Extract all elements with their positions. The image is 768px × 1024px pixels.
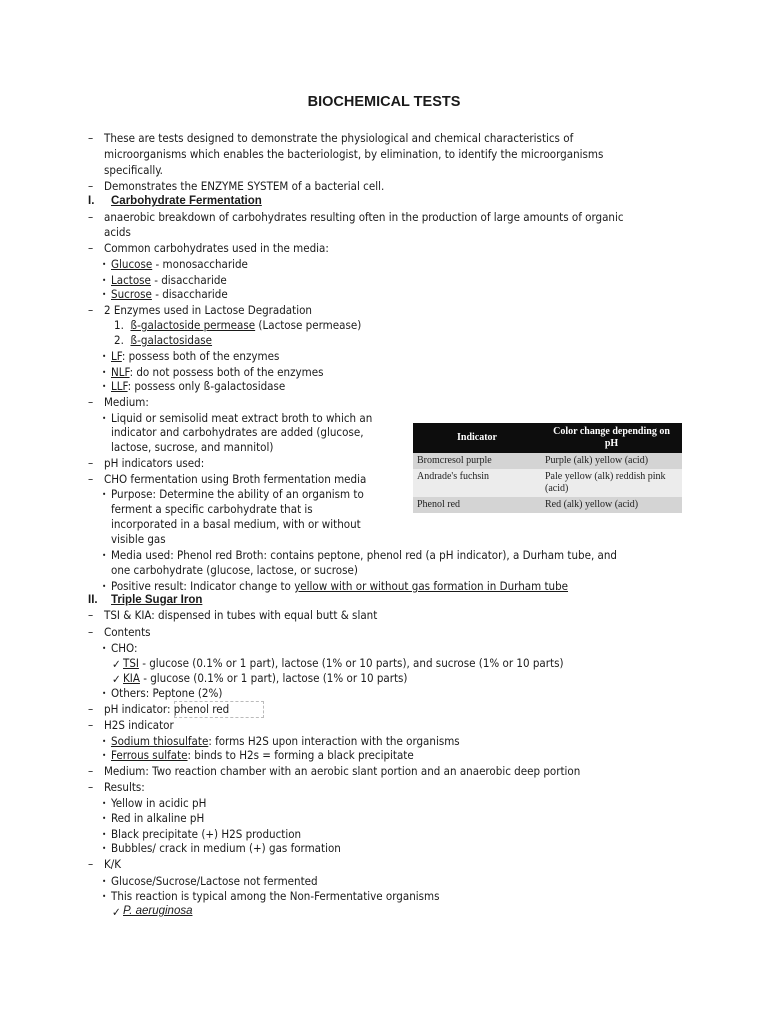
list-item: Glucose - monosaccharide <box>111 257 248 271</box>
bullet-marker: • <box>102 551 107 560</box>
text-line: Contents <box>104 625 151 639</box>
table-cell: Red (alk) yellow (acid) <box>541 497 682 513</box>
intro-line: microorganisms which enables the bacteriologist, by elimination, to identify the microorganisms <box>104 147 604 161</box>
section-number: I. <box>88 195 95 207</box>
table-row <box>413 469 682 497</box>
text-line: Ferrous sulfate: binds to H2s = forming a black precipitate <box>111 748 414 762</box>
bullet-marker: • <box>102 644 107 653</box>
dash-marker: – <box>88 625 94 639</box>
text-line: Common carbohydrates used in the media: <box>104 241 329 255</box>
text-line: incorporated in a basal medium, with or without <box>111 517 361 531</box>
bullet-marker: • <box>102 877 107 886</box>
text-line: lactose, sucrose, and mannitol) <box>111 440 274 454</box>
section-heading: Triple Sugar Iron <box>111 594 203 606</box>
highlight-box <box>174 701 264 718</box>
table-row <box>413 497 682 513</box>
bullet-marker: • <box>102 814 107 823</box>
table-cell: Phenol red <box>413 497 541 513</box>
dash-marker: – <box>88 395 94 409</box>
bullet-marker: • <box>102 490 107 499</box>
intro-line: Demonstrates the ENZYME SYSTEM of a bacterial cell. <box>104 179 385 193</box>
bullet-marker: • <box>102 844 107 853</box>
text-line: Purpose: Determine the ability of an organism to <box>111 487 364 501</box>
list-item: Yellow in acidic pH <box>111 796 207 810</box>
text-line: ferment a specific carbohydrate that is <box>111 502 313 516</box>
text-line: pH indicators used: <box>104 456 205 470</box>
numbered-item: 1. ß-galactoside permease (Lactose permease) <box>114 318 362 332</box>
bullet-marker: • <box>102 382 107 391</box>
dash-marker: – <box>88 179 94 193</box>
table-row <box>413 453 682 469</box>
dash-marker: – <box>88 608 94 622</box>
page-title: BIOCHEMICAL TESTS <box>307 94 461 110</box>
dash-marker: – <box>88 702 94 716</box>
list-item: LF: possess both of the enzymes <box>111 349 280 363</box>
dash-marker: – <box>88 210 94 224</box>
table-cell: Purple (alk) yellow (acid) <box>541 453 682 469</box>
dash-marker: – <box>88 780 94 794</box>
check-icon: ✓ <box>112 657 121 671</box>
indicator-table <box>413 423 682 513</box>
text-line: Liquid or semisolid meat extract broth to which an <box>111 411 373 425</box>
list-item: Red in alkaline pH <box>111 811 205 825</box>
organism-name: P. aeruginosa <box>123 905 193 917</box>
text-line: anaerobic breakdown of carbohydrates resulting often in the production of large amounts of organic <box>104 210 624 224</box>
check-icon: ✓ <box>112 672 121 686</box>
text-line: Positive result: Indicator change to yellow with or without gas formation in Durham tube <box>111 579 569 593</box>
bullet-marker: • <box>102 830 107 839</box>
list-item: Glucose/Sucrose/Lactose not fermented <box>111 874 318 888</box>
dash-marker: – <box>88 303 94 317</box>
text-line: one carbohydrate (glucose, lactose, or sucrose) <box>111 563 358 577</box>
text-line: Sodium thiosulfate: forms H2S upon interaction with the organisms <box>111 734 460 748</box>
table-cell: Bromcresol purple <box>413 453 541 469</box>
text-line: H2S indicator <box>104 718 174 732</box>
list-item: Black precipitate (+) H2S production <box>111 827 302 841</box>
numbered-item: 2. ß-galactosidase <box>114 333 213 347</box>
text-line: pH indicator: phenol red <box>104 702 230 716</box>
text-line: Medium: <box>104 395 149 409</box>
bullet-marker: • <box>102 368 107 377</box>
text-line: K/K <box>104 857 122 871</box>
section-number: II. <box>88 594 98 606</box>
bullet-marker: • <box>102 892 107 901</box>
text-line: TSI - glucose (0.1% or 1 part), lactose (1% or 10 parts), and sucrose (1% or 10 parts) <box>123 656 564 670</box>
bullet-marker: • <box>102 414 107 423</box>
list-item: Bubbles/ crack in medium (+) gas formation <box>111 841 341 855</box>
dash-marker: – <box>88 472 94 486</box>
text-line: 2 Enzymes used in Lactose Degradation <box>104 303 312 317</box>
text-line: Others: Peptone (2%) <box>111 686 223 700</box>
intro-line: specifically. <box>104 163 163 177</box>
bullet-marker: • <box>102 290 107 299</box>
table-header: Color change depending on pH <box>541 423 682 453</box>
list-item: NLF: do not possess both of the enzymes <box>111 365 324 379</box>
check-icon: ✓ <box>112 905 121 919</box>
list-item: This reaction is typical among the Non-Fermentative organisms <box>111 889 440 903</box>
bullet-marker: • <box>102 260 107 269</box>
bullet-marker: • <box>102 689 107 698</box>
bullet-marker: • <box>102 582 107 591</box>
dash-marker: – <box>88 857 94 871</box>
dash-marker: – <box>88 131 94 145</box>
dash-marker: – <box>88 718 94 732</box>
list-item: LLF: possess only ß-galactosidase <box>111 379 286 393</box>
section-heading: Carbohydrate Fermentation <box>111 195 262 207</box>
text-line: Medium: Two reaction chamber with an aerobic slant portion and an anaerobic deep portion <box>104 764 581 778</box>
table-cell: Andrade's fuchsin <box>413 469 541 497</box>
text-line: indicator and carbohydrates are added (glucose, <box>111 425 364 439</box>
dash-marker: – <box>88 241 94 255</box>
text-line: acids <box>104 225 131 239</box>
bullet-marker: • <box>102 737 107 746</box>
list-item: Sucrose - disaccharide <box>111 287 228 301</box>
table-header: Indicator <box>413 423 541 453</box>
text-line: KIA - glucose (0.1% or 1 part), lactose (1% or 10 parts) <box>123 671 408 685</box>
table-cell: Pale yellow (alk) reddish pink (acid) <box>541 469 682 497</box>
text-line: TSI & KIA: dispensed in tubes with equal butt & slant <box>104 608 378 622</box>
list-item: Lactose - disaccharide <box>111 273 227 287</box>
text-line: CHO: <box>111 641 138 655</box>
text-line: Results: <box>104 780 145 794</box>
text-line: visible gas <box>111 532 166 546</box>
dash-marker: – <box>88 764 94 778</box>
text-line: Media used: Phenol red Broth: contains peptone, phenol red (a pH indicator), a Durham tube, and <box>111 548 617 562</box>
bullet-marker: • <box>102 799 107 808</box>
bullet-marker: • <box>102 276 107 285</box>
dash-marker: – <box>88 456 94 470</box>
bullet-marker: • <box>102 751 107 760</box>
intro-line: These are tests designed to demonstrate the physiological and chemical characteristics of <box>104 131 574 145</box>
text-line: CHO fermentation using Broth fermentation media <box>104 472 367 486</box>
bullet-marker: • <box>102 352 107 361</box>
